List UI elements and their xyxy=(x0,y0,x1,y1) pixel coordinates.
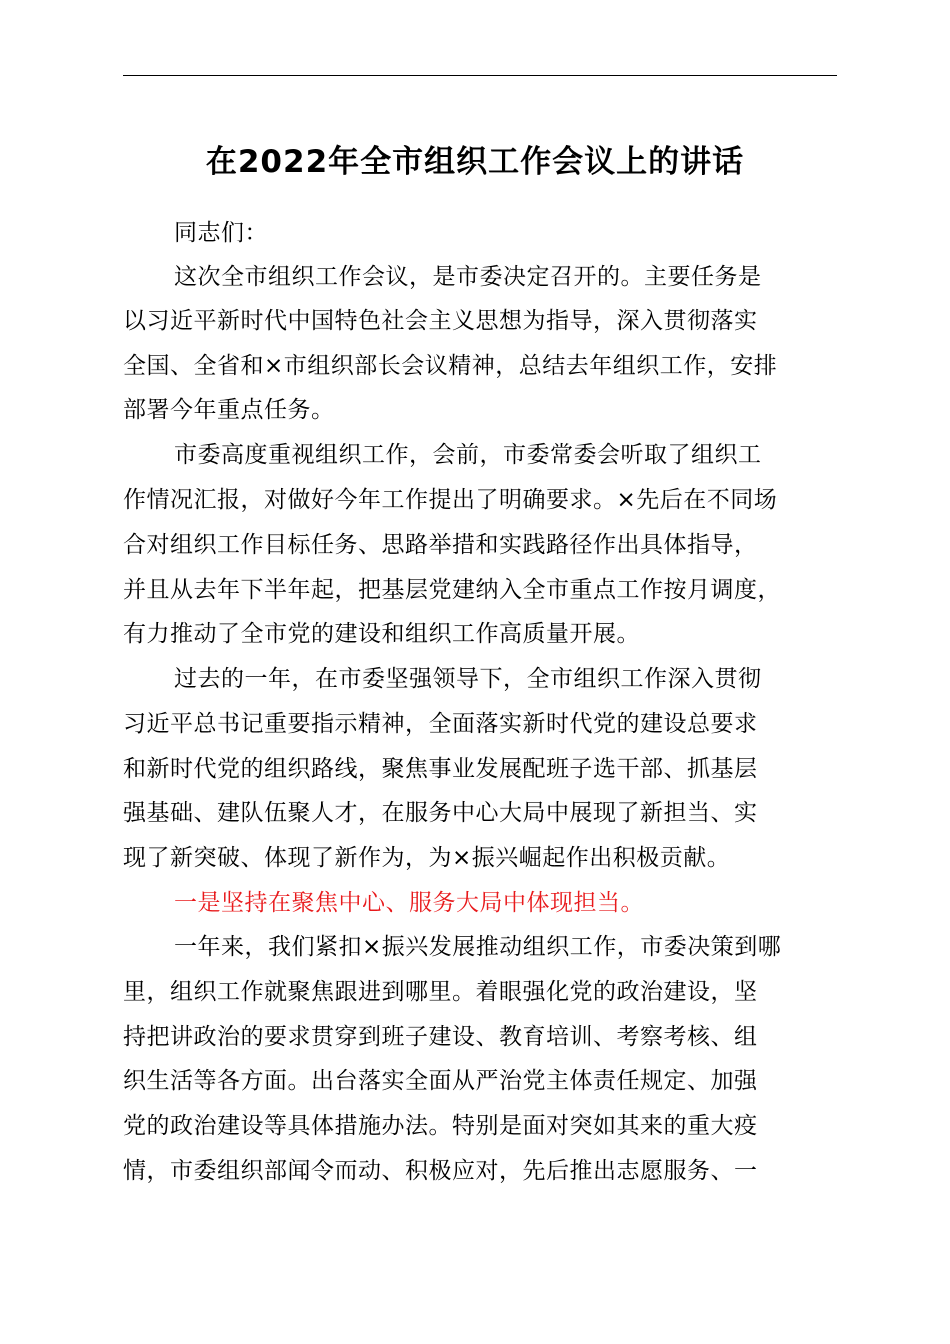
paragraph-line: 持把讲政治的要求贯穿到班子建设、教育培训、考察考核、组 xyxy=(123,1024,758,1050)
paragraph-line: 习近平总书记重要指示精神，全面落实新时代党的建设总要求 xyxy=(123,711,758,737)
header-rule xyxy=(123,75,837,76)
paragraph-line: 合对组织工作目标任务、思路举措和实践路径作出具体指导， xyxy=(123,532,758,558)
paragraph-line: 和新时代党的组织路线，聚焦事业发展配班子选干部、抓基层 xyxy=(123,756,758,782)
paragraph-line: 这次全市组织工作会议，是市委决定召开的。主要任务是 xyxy=(174,264,762,290)
salutation: 同志们： xyxy=(174,220,268,246)
document-title: 在2022年全市组织工作会议上的讲话 xyxy=(205,144,745,180)
paragraph-line: 织生活等各方面。出台落实全面从严治党主体责任规定、加强 xyxy=(123,1068,758,1094)
paragraph-line: 里，组织工作就聚焦跟进到哪里。着眼强化党的政治建设，坚 xyxy=(123,979,758,1005)
paragraph-line: 并且从去年下半年起，把基层党建纳入全市重点工作按月调度， xyxy=(123,577,781,603)
paragraph-line: 现了新突破、体现了新作为，为×振兴崛起作出积极贡献。 xyxy=(123,845,731,871)
paragraph-line: 一年来，我们紧扣×振兴发展推动组织工作，市委决策到哪 xyxy=(174,934,782,960)
paragraph-line: 强基础、建队伍聚人才，在服务中心大局中展现了新担当、实 xyxy=(123,800,758,826)
paragraph-line: 全国、全省和×市组织部长会议精神，总结去年组织工作，安排 xyxy=(123,353,778,379)
paragraph-line: 作情况汇报，对做好今年工作提出了明确要求。×先后在不同场 xyxy=(123,487,778,513)
paragraph-line: 情，市委组织部闻令而动、积极应对，先后推出志愿服务、一 xyxy=(123,1158,758,1184)
paragraph-line: 党的政治建设等具体措施办法。特别是面对突如其来的重大疫 xyxy=(123,1113,758,1139)
paragraph-line: 以习近平新时代中国特色社会主义思想为指导，深入贯彻落实 xyxy=(123,308,758,334)
paragraph-line: 市委高度重视组织工作，会前，市委常委会听取了组织工 xyxy=(174,442,762,468)
section-heading: 一是坚持在聚焦中心、服务大局中体现担当。 xyxy=(174,890,644,916)
paragraph-line: 过去的一年，在市委坚强领导下，全市组织工作深入贯彻 xyxy=(174,666,762,692)
paragraph-line: 部署今年重点任务。 xyxy=(123,397,335,423)
paragraph-line: 有力推动了全市党的建设和组织工作高质量开展。 xyxy=(123,621,640,647)
